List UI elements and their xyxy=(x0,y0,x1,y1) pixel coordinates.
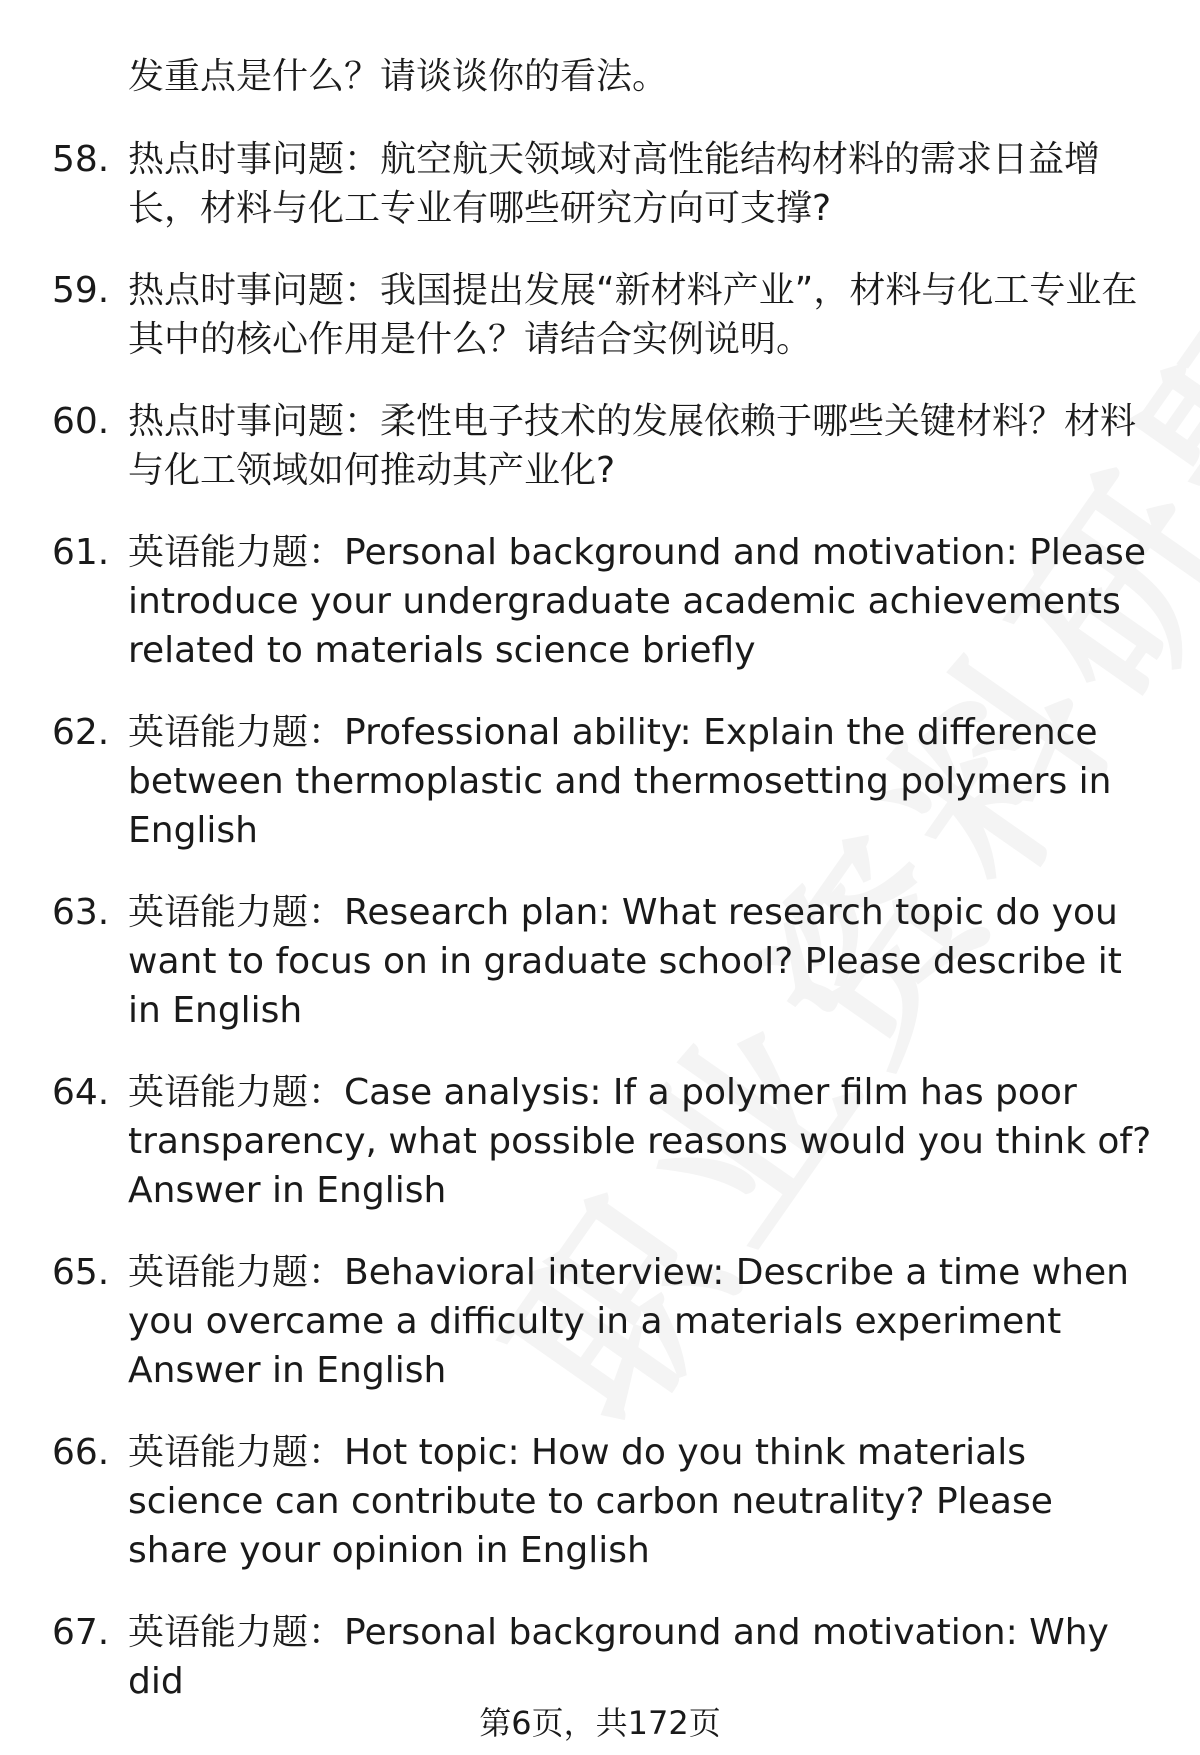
question-number: 66. xyxy=(52,1432,110,1473)
question-item xyxy=(52,1248,1152,1395)
question-text xyxy=(128,528,1152,675)
question-text xyxy=(128,1068,1152,1215)
question-text xyxy=(128,266,1152,364)
question-number: 59. xyxy=(52,270,110,311)
question-body: Professional ability: Explain the difference between thermoplastic and thermosetting polymers in English xyxy=(128,712,1112,851)
question-body: 柔性电子技术的发展依赖于哪些关键材料？材料与化工领域如何推动其产业化? xyxy=(128,401,1137,491)
question-body: Research plan: What research topic do you want to focus on in graduate school? Please describe it in English xyxy=(128,892,1122,1031)
question-category: 英语能力题： xyxy=(128,1612,345,1653)
question-body: Personal background and motivation: Please introduce your undergraduate academic achievements related to materials science briefly xyxy=(128,532,1146,671)
question-item xyxy=(52,708,1152,855)
question-item xyxy=(52,397,1152,495)
question-number: 63. xyxy=(52,892,110,933)
question-item xyxy=(52,1068,1152,1215)
question-category: 英语能力题： xyxy=(128,1252,345,1293)
question-item xyxy=(52,528,1152,675)
question-item xyxy=(52,1428,1152,1575)
question-category: 英语能力题： xyxy=(128,532,345,573)
question-text xyxy=(128,135,1152,233)
question-text xyxy=(128,1428,1152,1575)
question-number: 65. xyxy=(52,1252,110,1293)
question-item xyxy=(52,1608,1152,1706)
question-category: 英语能力题： xyxy=(128,1432,345,1473)
question-number: 62. xyxy=(52,712,110,753)
question-body: 我国提出发展“新材料产业”，材料与化工专业在其中的核心作用是什么？请结合实例说明。 xyxy=(128,270,1138,360)
question-body: Personal background and motivation: Why did xyxy=(128,1612,1109,1702)
continuation-text: 发重点是什么？请谈谈你的看法。 xyxy=(128,56,669,97)
question-category: 英语能力题： xyxy=(128,1072,345,1113)
question-list xyxy=(52,135,1152,1739)
question-category: 英语能力题： xyxy=(128,892,345,933)
question-body: 航空航天领域对高性能结构材料的需求日益增长，材料与化工专业有哪些研究方向可支撑? xyxy=(128,139,1101,229)
question-body: Behavioral interview: Describe a time when you overcame a difficulty in a materials experiment Answer in English xyxy=(128,1252,1129,1391)
question-number: 64. xyxy=(52,1072,110,1113)
question-text xyxy=(128,708,1152,855)
question-item xyxy=(52,135,1152,233)
question-number: 61. xyxy=(52,532,110,573)
question-category: 热点时事问题： xyxy=(128,401,381,442)
question-text xyxy=(128,888,1152,1035)
question-text xyxy=(128,397,1152,495)
question-number: 60. xyxy=(52,401,110,442)
question-category: 热点时事问题： xyxy=(128,270,381,311)
question-item xyxy=(52,888,1152,1035)
question-text xyxy=(128,1248,1152,1395)
page-footer: 第6页，共172页 xyxy=(479,1704,721,1742)
question-body: Case analysis: If a polymer film has poor transparency, what possible reasons would you think of? Answer in English xyxy=(128,1072,1152,1211)
question-number: 67. xyxy=(52,1612,110,1653)
question-category: 热点时事问题： xyxy=(128,139,381,180)
question-body: Hot topic: How do you think materials science can contribute to carbon neutrality? Please share your opinion in English xyxy=(128,1432,1053,1571)
question-text xyxy=(128,1608,1152,1706)
question-number: 58. xyxy=(52,139,110,180)
question-category: 英语能力题： xyxy=(128,712,345,753)
question-item xyxy=(52,266,1152,364)
